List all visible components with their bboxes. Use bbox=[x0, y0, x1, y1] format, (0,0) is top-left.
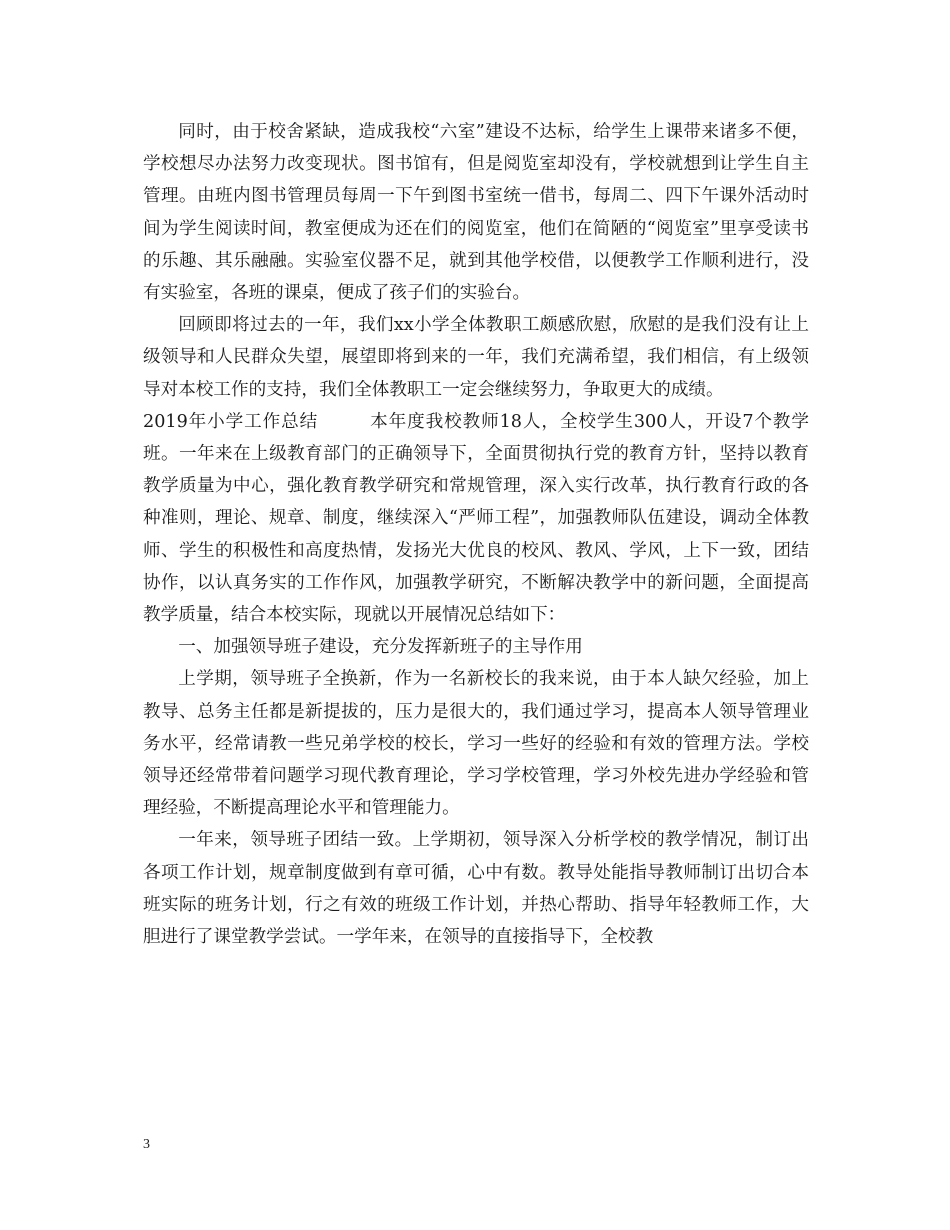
document-title: 2019年小学工作总结 bbox=[143, 411, 319, 432]
paragraph-facilities: 同时，由于校舍紧缺，造成我校“六室”建设不达标，给学生上课带来诸多不便，学校想尽办法努力改变现状。图书馆有，但是阅览室却没有，学校就想到让学生自主管理。由班内图书管理员每周一下午到图书室统一借书，每周二、四下午课外活动时间为学生阅读时间，教室便成为还在们的阅览室，他们在简陋的“阅览室”里享受读书的乐趣、其乐融融。实验室仪器不足，就到其他学校借，以便教学工作顺利进行，没有实验室，各班的课桌，便成了孩子们的实验台。 bbox=[143, 122, 809, 304]
summary-intro-text: 本年度我校教师18人，全校学生300人，开设7个教学班。一年来在上级教育部门的正确领导下，全面贯彻执行党的教育方针，坚持以教育教学质量为中心，强化教育教学研究和常规管理，深入实行改革，执行教育行政的各种准则，理论、规章、制度，继续深入“严师工程”，加强教师队伍建设，调动全体教师、学生的积极性和高度热情，发扬光大优良的校风、教风、学风，上下一致，团结协作，以认真务实的工作作风，加强教学研究，不断解决教学中的新问题，全面提高教学质量，结合本校实际，现就以开展情况总结如下： bbox=[143, 411, 810, 626]
paragraph-summary-intro bbox=[143, 406, 809, 631]
paragraph-unity: 一年来，领导班子团结一致。上学期初，领导深入分析学校的教学情况，制订出各项工作计划，规章制度做到有章可循，心中有数。教导处能指导教师制订出切合本班实际的班务计划，行之有效的班级工作计划，并热心帮助、指导年轻教师工作，大胆进行了课堂教学尝试。一学年来，在领导的直接指导下，全校教 bbox=[143, 830, 809, 948]
paragraph-leadership: 上学期，领导班子全换新，作为一名新校长的我来说，由于本人缺欠经验，加上教导、总务主任都是新提拔的，压力是很大的，我们通过学习，提高本人领导管理业务水平，经常请教一些兄弟学校的校长，学习一些好的经验和有效的管理方法。学校领导还经常带着问题学习现代教育理论，学习学校管理，学习外校先进办学经验和管理经验，不断提高理论水平和管理能力。 bbox=[143, 669, 809, 819]
page-number: 3 bbox=[143, 1137, 150, 1152]
document-body bbox=[143, 116, 809, 953]
paragraph-review: 回顾即将过去的一年，我们xx小学全体教职工颇感欣慰，欣慰的是我们没有让上级领导和人民群众失望，展望即将到来的一年，我们充满希望，我们相信，有上级领导对本校工作的支持，我们全体教职工一定会继续努力，争取更大的成绩。 bbox=[143, 315, 809, 400]
title-gap bbox=[318, 412, 370, 432]
section-heading: 一、加强领导班子建设，充分发挥新班子的主导作用 bbox=[178, 637, 583, 658]
